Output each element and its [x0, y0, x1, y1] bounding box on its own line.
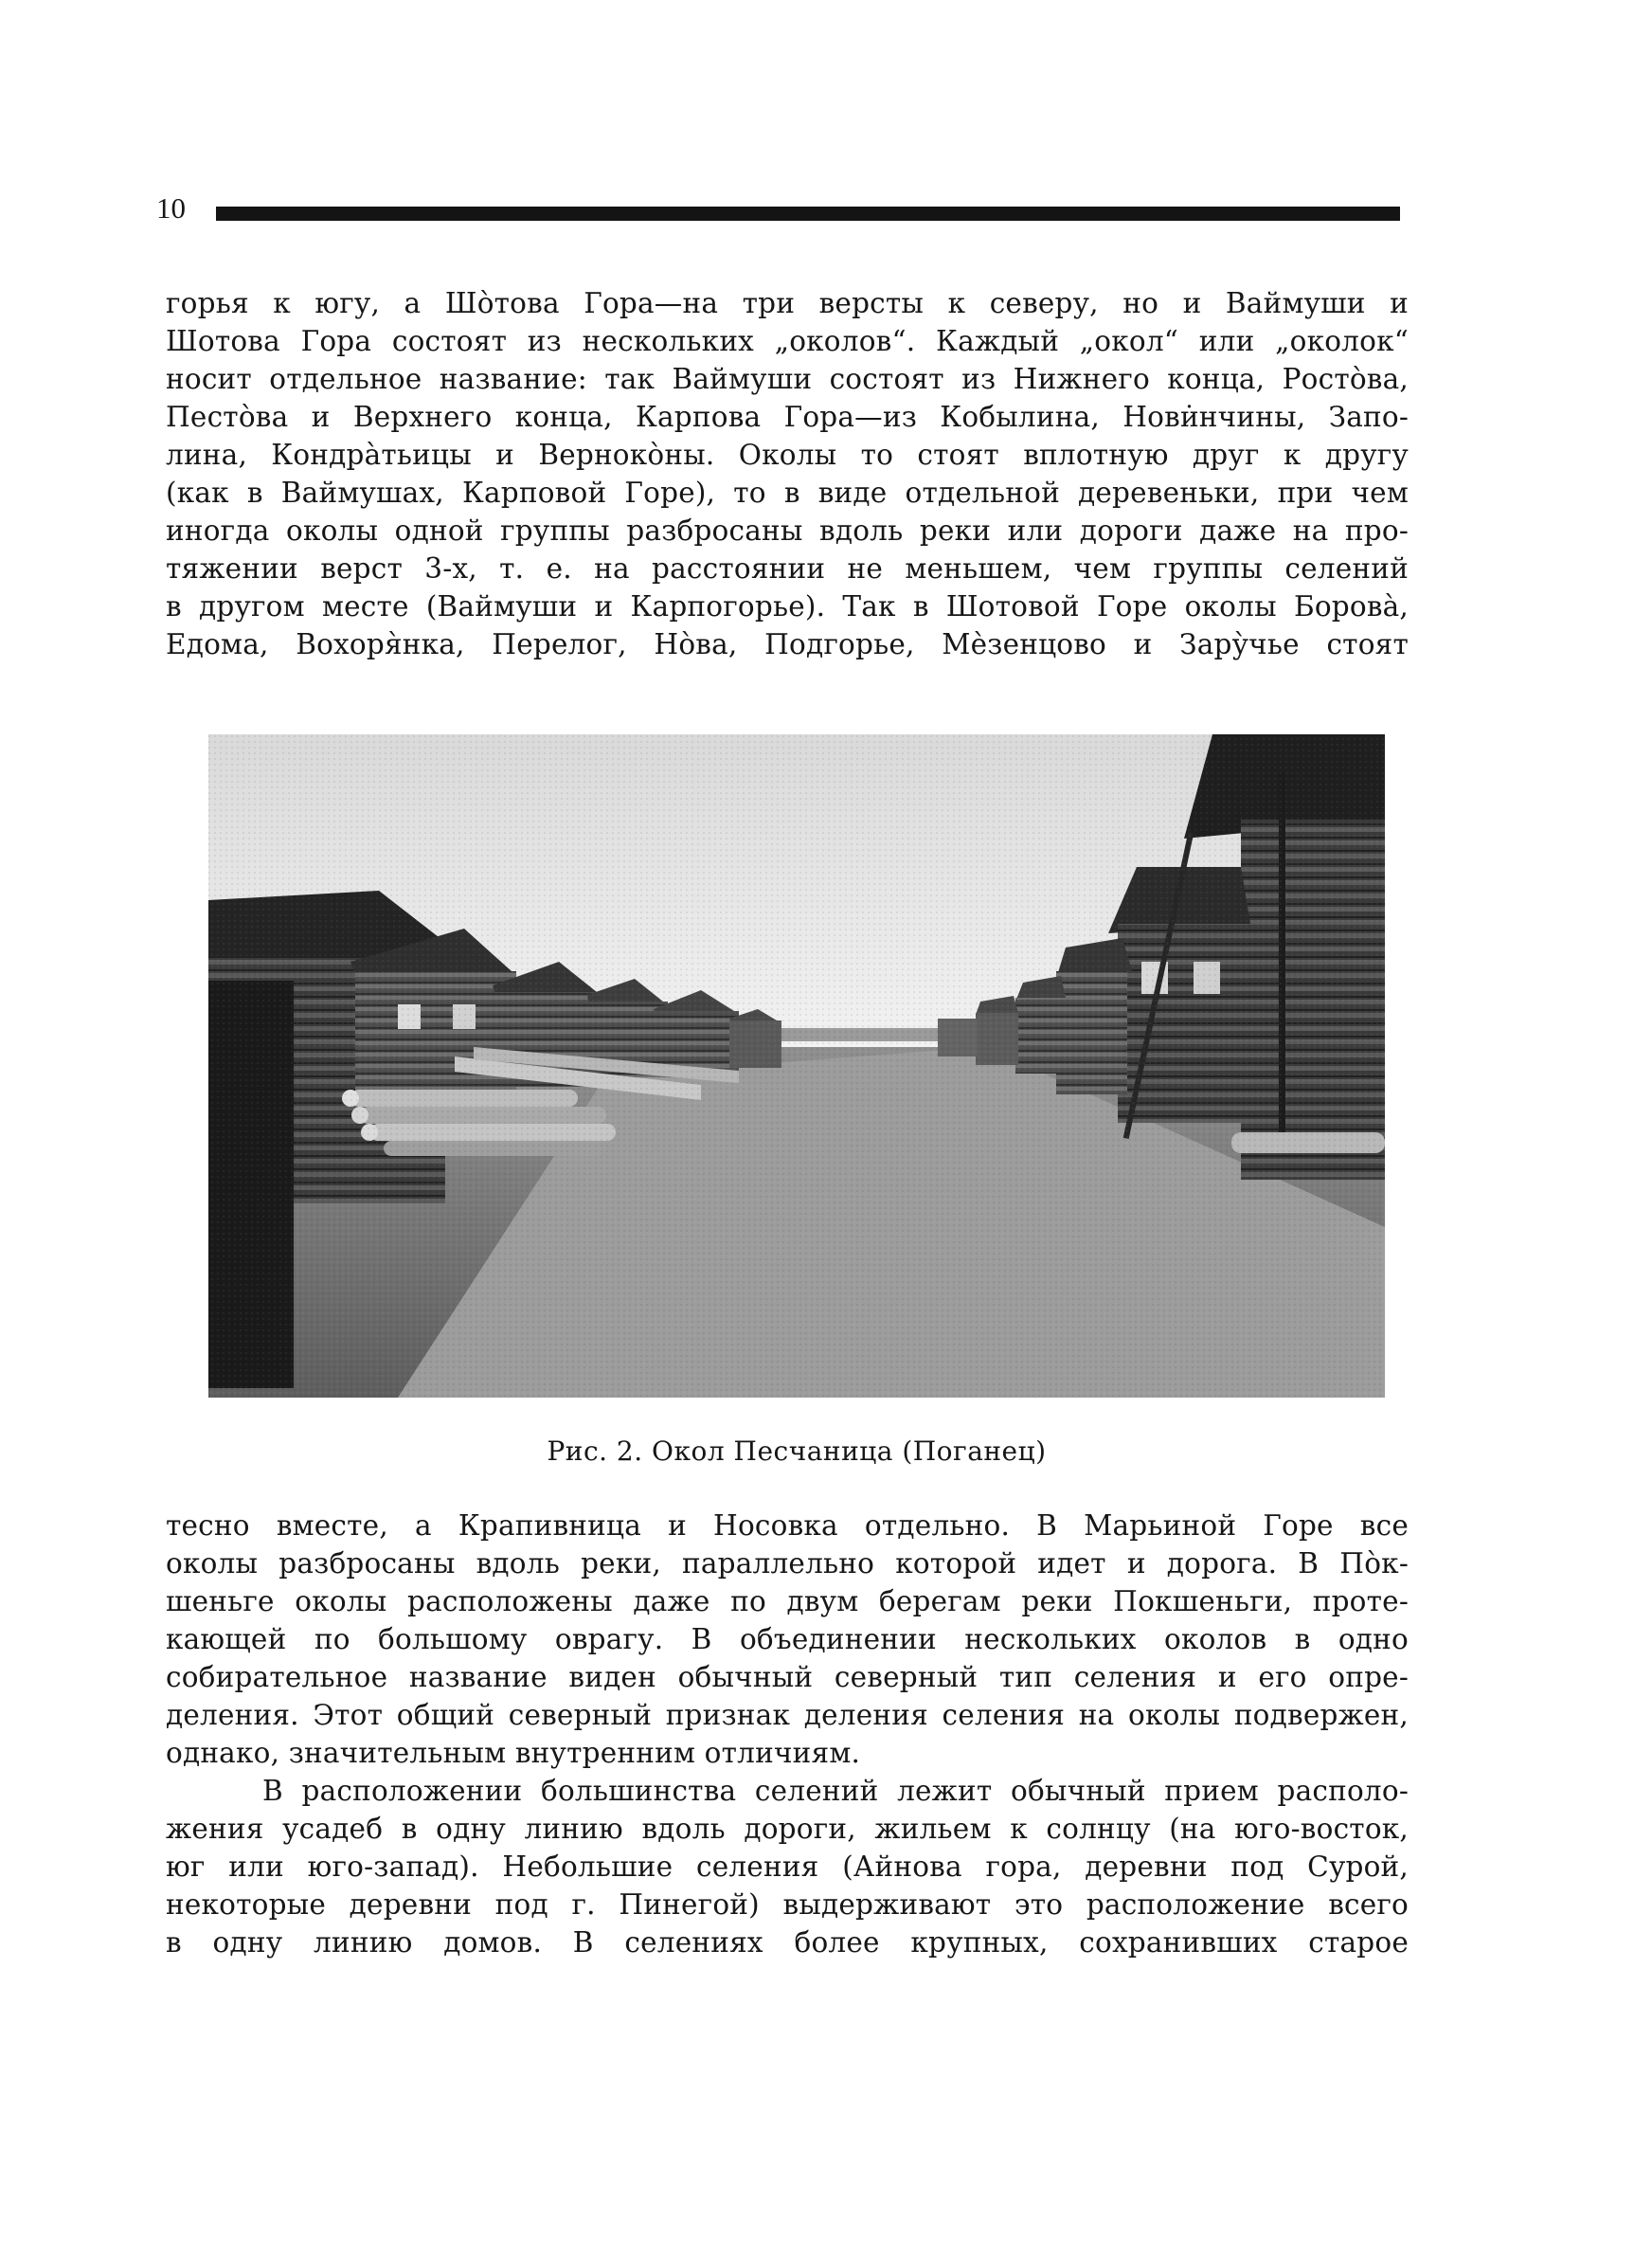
- text-line: горья к югу, а Шо̀това Гора—на три версты к северу, но и Ваймуши и: [166, 287, 1409, 319]
- text-line: в одну линию домов. В селениях более крупных, сохранивших старое: [166, 1926, 1409, 1959]
- text-line: тесно вместе, а Крапивница и Носовка отдельно. В Марьиной Горе все: [166, 1509, 1409, 1542]
- text-line: иногда околы одной группы разбросаны вдоль реки или дороги даже на про-: [166, 515, 1409, 547]
- figure-caption: Рис. 2. Окол Песчаница (Поганец): [547, 1435, 1047, 1467]
- text-line: в другом месте (Ваймуши и Карпогорье). Так в Шотовой Горе околы Борова̀,: [166, 590, 1409, 623]
- page-number: 10: [156, 191, 186, 225]
- text-line: шеньге околы расположены даже по двум берегам реки Покшеньги, проте-: [166, 1585, 1409, 1617]
- text-line: лина, Кондра̀тьицы и Верноко̀ны. Околы то стоят вплотную друг к другу: [166, 439, 1409, 471]
- text-line: (как в Ваймушах, Карповой Горе), то в виде отдельной деревеньки, при чем: [166, 477, 1409, 509]
- text-line: В расположении большинства селений лежит обычный прием располо-: [262, 1775, 1409, 1807]
- text-line: некоторые деревни под г. Пинегой) выдерживают это расположение всего: [166, 1888, 1409, 1921]
- text-line: деления. Этот общий северный признак деления селения на околы подвержен,: [166, 1699, 1409, 1731]
- text-line: Песто̀ва и Верхнего конца, Карпова Гора—из Кобылина, Нови̇нчины, Запо-: [166, 401, 1409, 433]
- paragraph-top: [166, 284, 1409, 663]
- text-line: собирательное название виден обычный северный тип селения и его опре-: [166, 1661, 1409, 1693]
- village-street-photo: [208, 734, 1385, 1398]
- header-rule: [216, 207, 1400, 221]
- text-line: тяжении верст 3-х, т. е. на расстоянии не меньшем, чем группы селений: [166, 552, 1409, 585]
- text-line: юг или юго-запад). Небольшие селения (Айнова гора, деревни под Сурой,: [166, 1851, 1409, 1883]
- text-line: кающей по большому оврагу. В объединении нескольких околов в одно: [166, 1623, 1409, 1655]
- paragraph-bottom: [166, 1507, 1409, 1961]
- text-line: носит отдельное название: так Ваймуши состоят из Нижнего конца, Росто̀ва,: [166, 363, 1409, 395]
- text-line: однако, значительным внутренним отличиям.: [166, 1737, 861, 1769]
- text-line: Едома, Вохоря̀нка, Перелог, Но̀ва, Подгорье, Мѐзенцово и Зару̀чье стоят: [166, 628, 1409, 660]
- text-line: жения усадеб в одну линию вдоль дороги, жильем к солнцу (на юго-восток,: [166, 1813, 1409, 1845]
- text-line: околы разбросаны вдоль реки, параллельно которой идет и дорога. В По̀к-: [166, 1547, 1409, 1580]
- text-line: Шотова Гора состоят из нескольких „околов“. Каждый „окол“ или „околок“: [166, 325, 1409, 357]
